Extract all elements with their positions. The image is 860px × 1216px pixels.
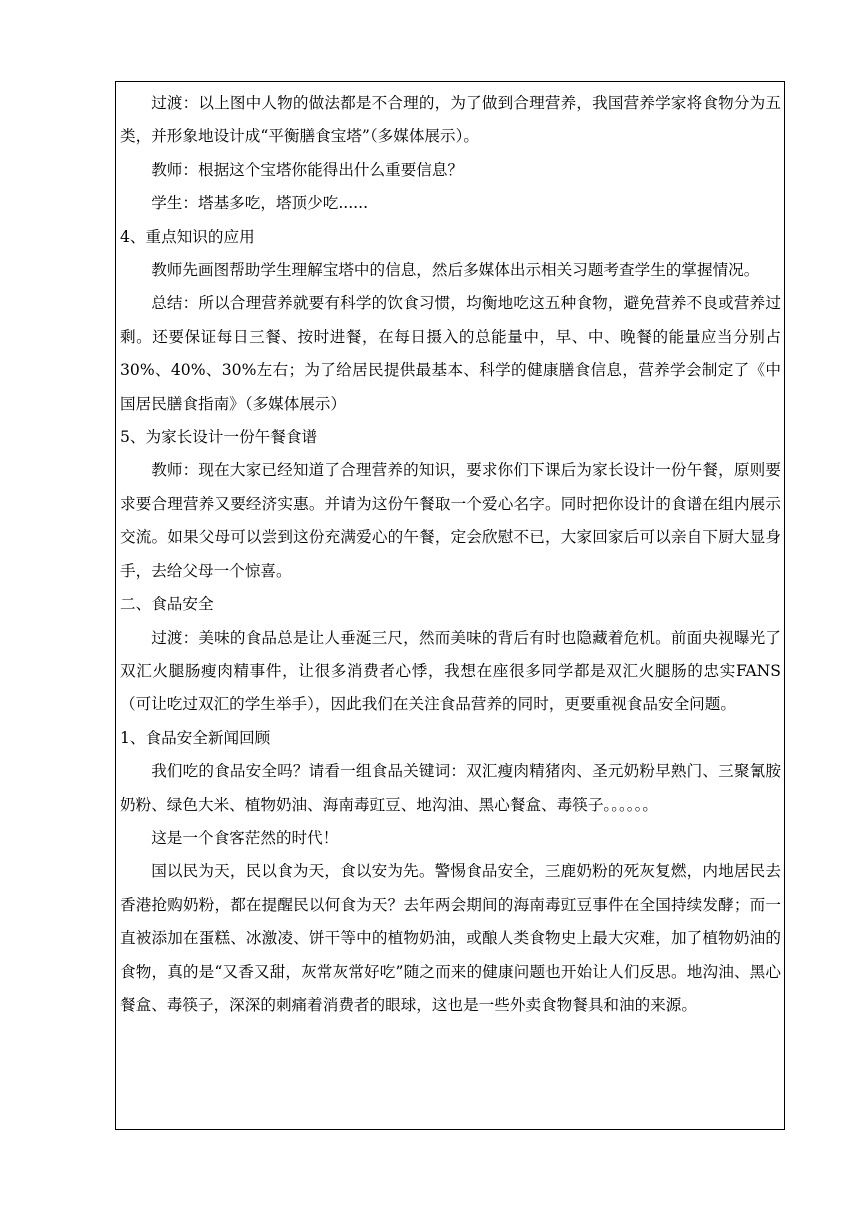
paragraph-keywords: 我们吃的食品安全吗？请看一组食品关键词：双汇瘦肉精猪肉、圣元奶粉早熟门、三聚氰胺奶粉、绿色大米、植物奶油、海南毒豇豆、地沟油、黑心餐盒、毒筷子。。。。。。 <box>120 762 781 814</box>
document-body <box>115 87 785 1022</box>
paragraph-transition-safety: 过渡：美味的食品总是让人垂涎三尺，然而美味的背后有时也隐藏着危机。前面央视曝光了双汇火腿肠瘦肉精事件，让很多消费者心悸，我想在座很多同学都是双汇火腿肠的忠实FANS（可让吃过双汇的学生举手），因此我们在关注食品营养的同时，更要重视食品安全问题。 <box>120 628 781 714</box>
paragraph-teacher-drawing: 教师先画图帮助学生理解宝塔中的信息，然后多媒体出示相关习题考查学生的掌握情况。 <box>151 261 760 280</box>
paragraph-era: 这是一个食客茫然的时代！ <box>151 828 339 847</box>
section-heading-news-review: 1、食品安全新闻回顾 <box>120 728 271 747</box>
paragraph-transition-pyramid: 过渡：以上图中人物的做法都是不合理的，为了做到合理营养，我国营养学家将食物分为五类，并形象地设计成“平衡膳食宝塔”（多媒体展示）。 <box>120 94 781 146</box>
paragraph-student-answer: 学生：塔基多吃，塔顶少吃...... <box>151 194 369 213</box>
section-heading-5: 5、为家长设计一份午餐食谱 <box>120 428 318 447</box>
paragraph-lunch-design: 教师：现在大家已经知道了合理营养的知识，要求你们下课后为家长设计一份午餐，原则要求要合理营养又要经济实惠。并请为这份午餐取一个爱心名字。同时把你设计的食谱在组内展示交流。如果父母可以尝到这份充满爱心的午餐，定会欣慰不已，大家回家后可以亲自下厨大显身手，去给父母一个惊喜。 <box>120 461 781 580</box>
paragraph-teacher-question: 教师：根据这个宝塔你能得出什么重要信息？ <box>151 160 464 179</box>
section-heading-4: 4、重点知识的应用 <box>120 227 255 246</box>
paragraph-summary: 总结：所以合理营养就要有科学的饮食习惯，均衡地吃这五种食物，避免营养不良或营养过剩。还要保证每日三餐、按时进餐，在每日摄入的总能量中，早、中、晚餐的能量应当分别占30%、40%、30%左右；为了给居民提供最基本、科学的健康膳食信息，营养学会制定了《中国居民膳食指南》（多媒体展示） <box>120 294 781 413</box>
paragraph-food-safety-discussion: 国以民为天，民以食为天，食以安为先。警惕食品安全，三鹿奶粉的死灰复燃，内地居民去香港抢购奶粉，都在提醒民以何食为天？去年两会期间的海南毒豇豆事件在全国持续发酵；而一直被添加在蛋糕、冰激凌、饼干等中的植物奶油，或酿人类食物史上最大灾难，加了植物奶油的食物，真的是“又香又甜，灰常灰常好吃”随之而来的健康问题也开始让人们反思。地沟油、黑心餐盒、毒筷子，深深的刺痛着消费者的眼球，这也是一些外卖食物餐具和油的来源。 <box>120 862 781 1014</box>
section-heading-food-safety: 二、食品安全 <box>120 595 214 614</box>
